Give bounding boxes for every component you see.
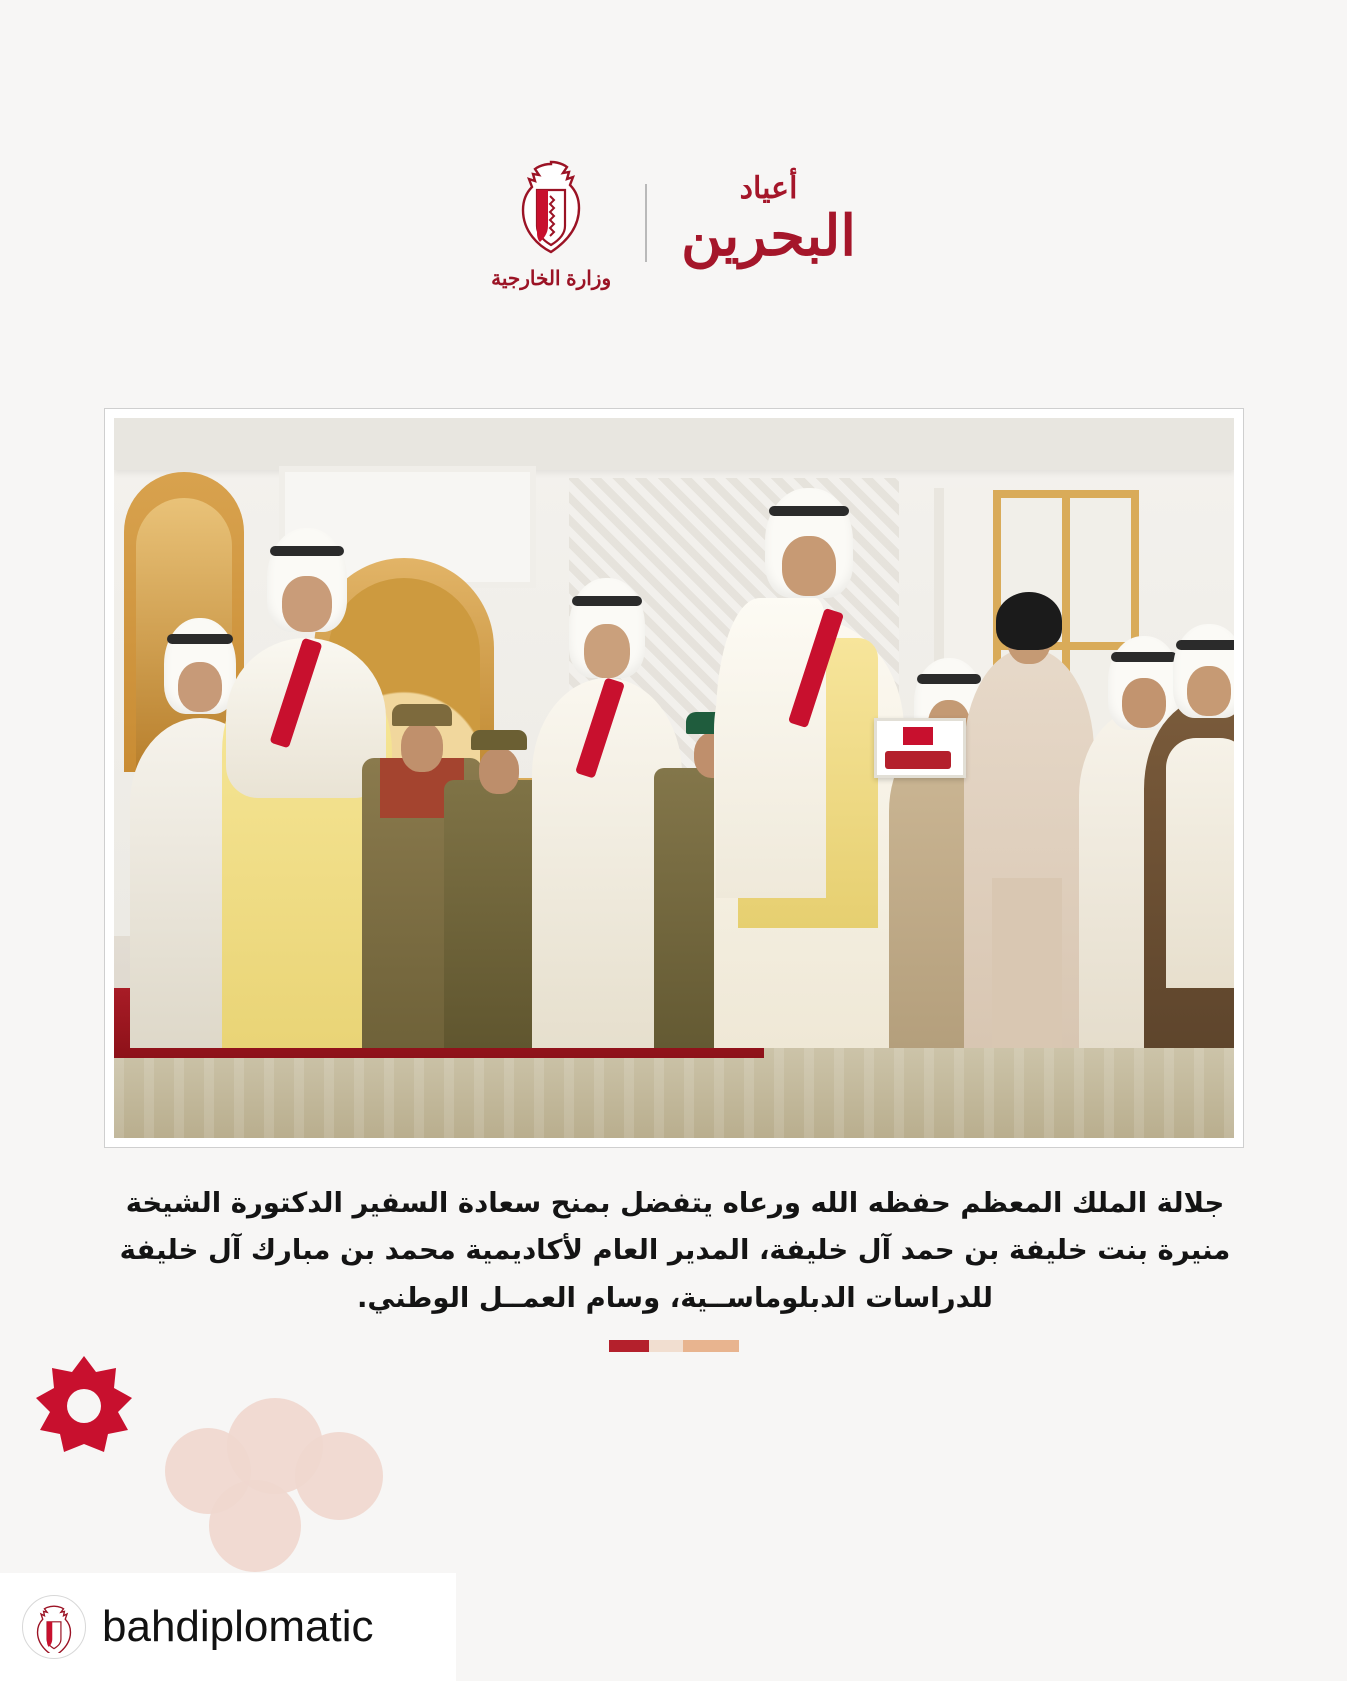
logo-line-1: أعياد <box>739 172 798 205</box>
sheikh-figure <box>1144 618 1234 1048</box>
account-handle-bar[interactable] <box>0 1573 456 1681</box>
photo-frame <box>104 408 1244 1148</box>
ministry-crest-avatar-icon[interactable] <box>22 1595 86 1659</box>
accent-bar-2 <box>649 1340 683 1352</box>
blossom-decoration <box>165 1398 425 1578</box>
eight-point-star-icon <box>36 1356 132 1452</box>
accent-bar-1 <box>683 1340 739 1352</box>
accent-bar-3 <box>609 1340 649 1352</box>
logo-line-2: البحرين <box>681 204 856 267</box>
bahrain-coat-of-arms-icon <box>503 156 599 260</box>
caption-text: جلالة الملك المعظم حفظه الله ورعاه يتفضل بمنح سعادة السفير الدكتورة الشيخة منيرة بنت خليفة بن حمد آل خليفة، المدير العام لأكاديمية محمد بن مبارك آل خليفة للدراسات الدبلوماســية، وسام العمــل الوطني. <box>119 1187 1231 1314</box>
ministry-logo <box>491 156 611 291</box>
king-awarding-ambassador-photo <box>114 418 1234 1138</box>
ambassador-figure <box>964 578 1094 1048</box>
ceiling-beam <box>114 418 1234 470</box>
logo-divider <box>645 184 647 262</box>
account-handle[interactable]: bahdiplomatic <box>102 1602 374 1651</box>
medal-box <box>874 718 966 778</box>
accent-bars <box>609 1340 739 1352</box>
bahrain-celebrations-logo <box>681 172 856 267</box>
ministry-label: وزارة الخارجية <box>491 267 612 290</box>
header-logos <box>0 128 1347 318</box>
